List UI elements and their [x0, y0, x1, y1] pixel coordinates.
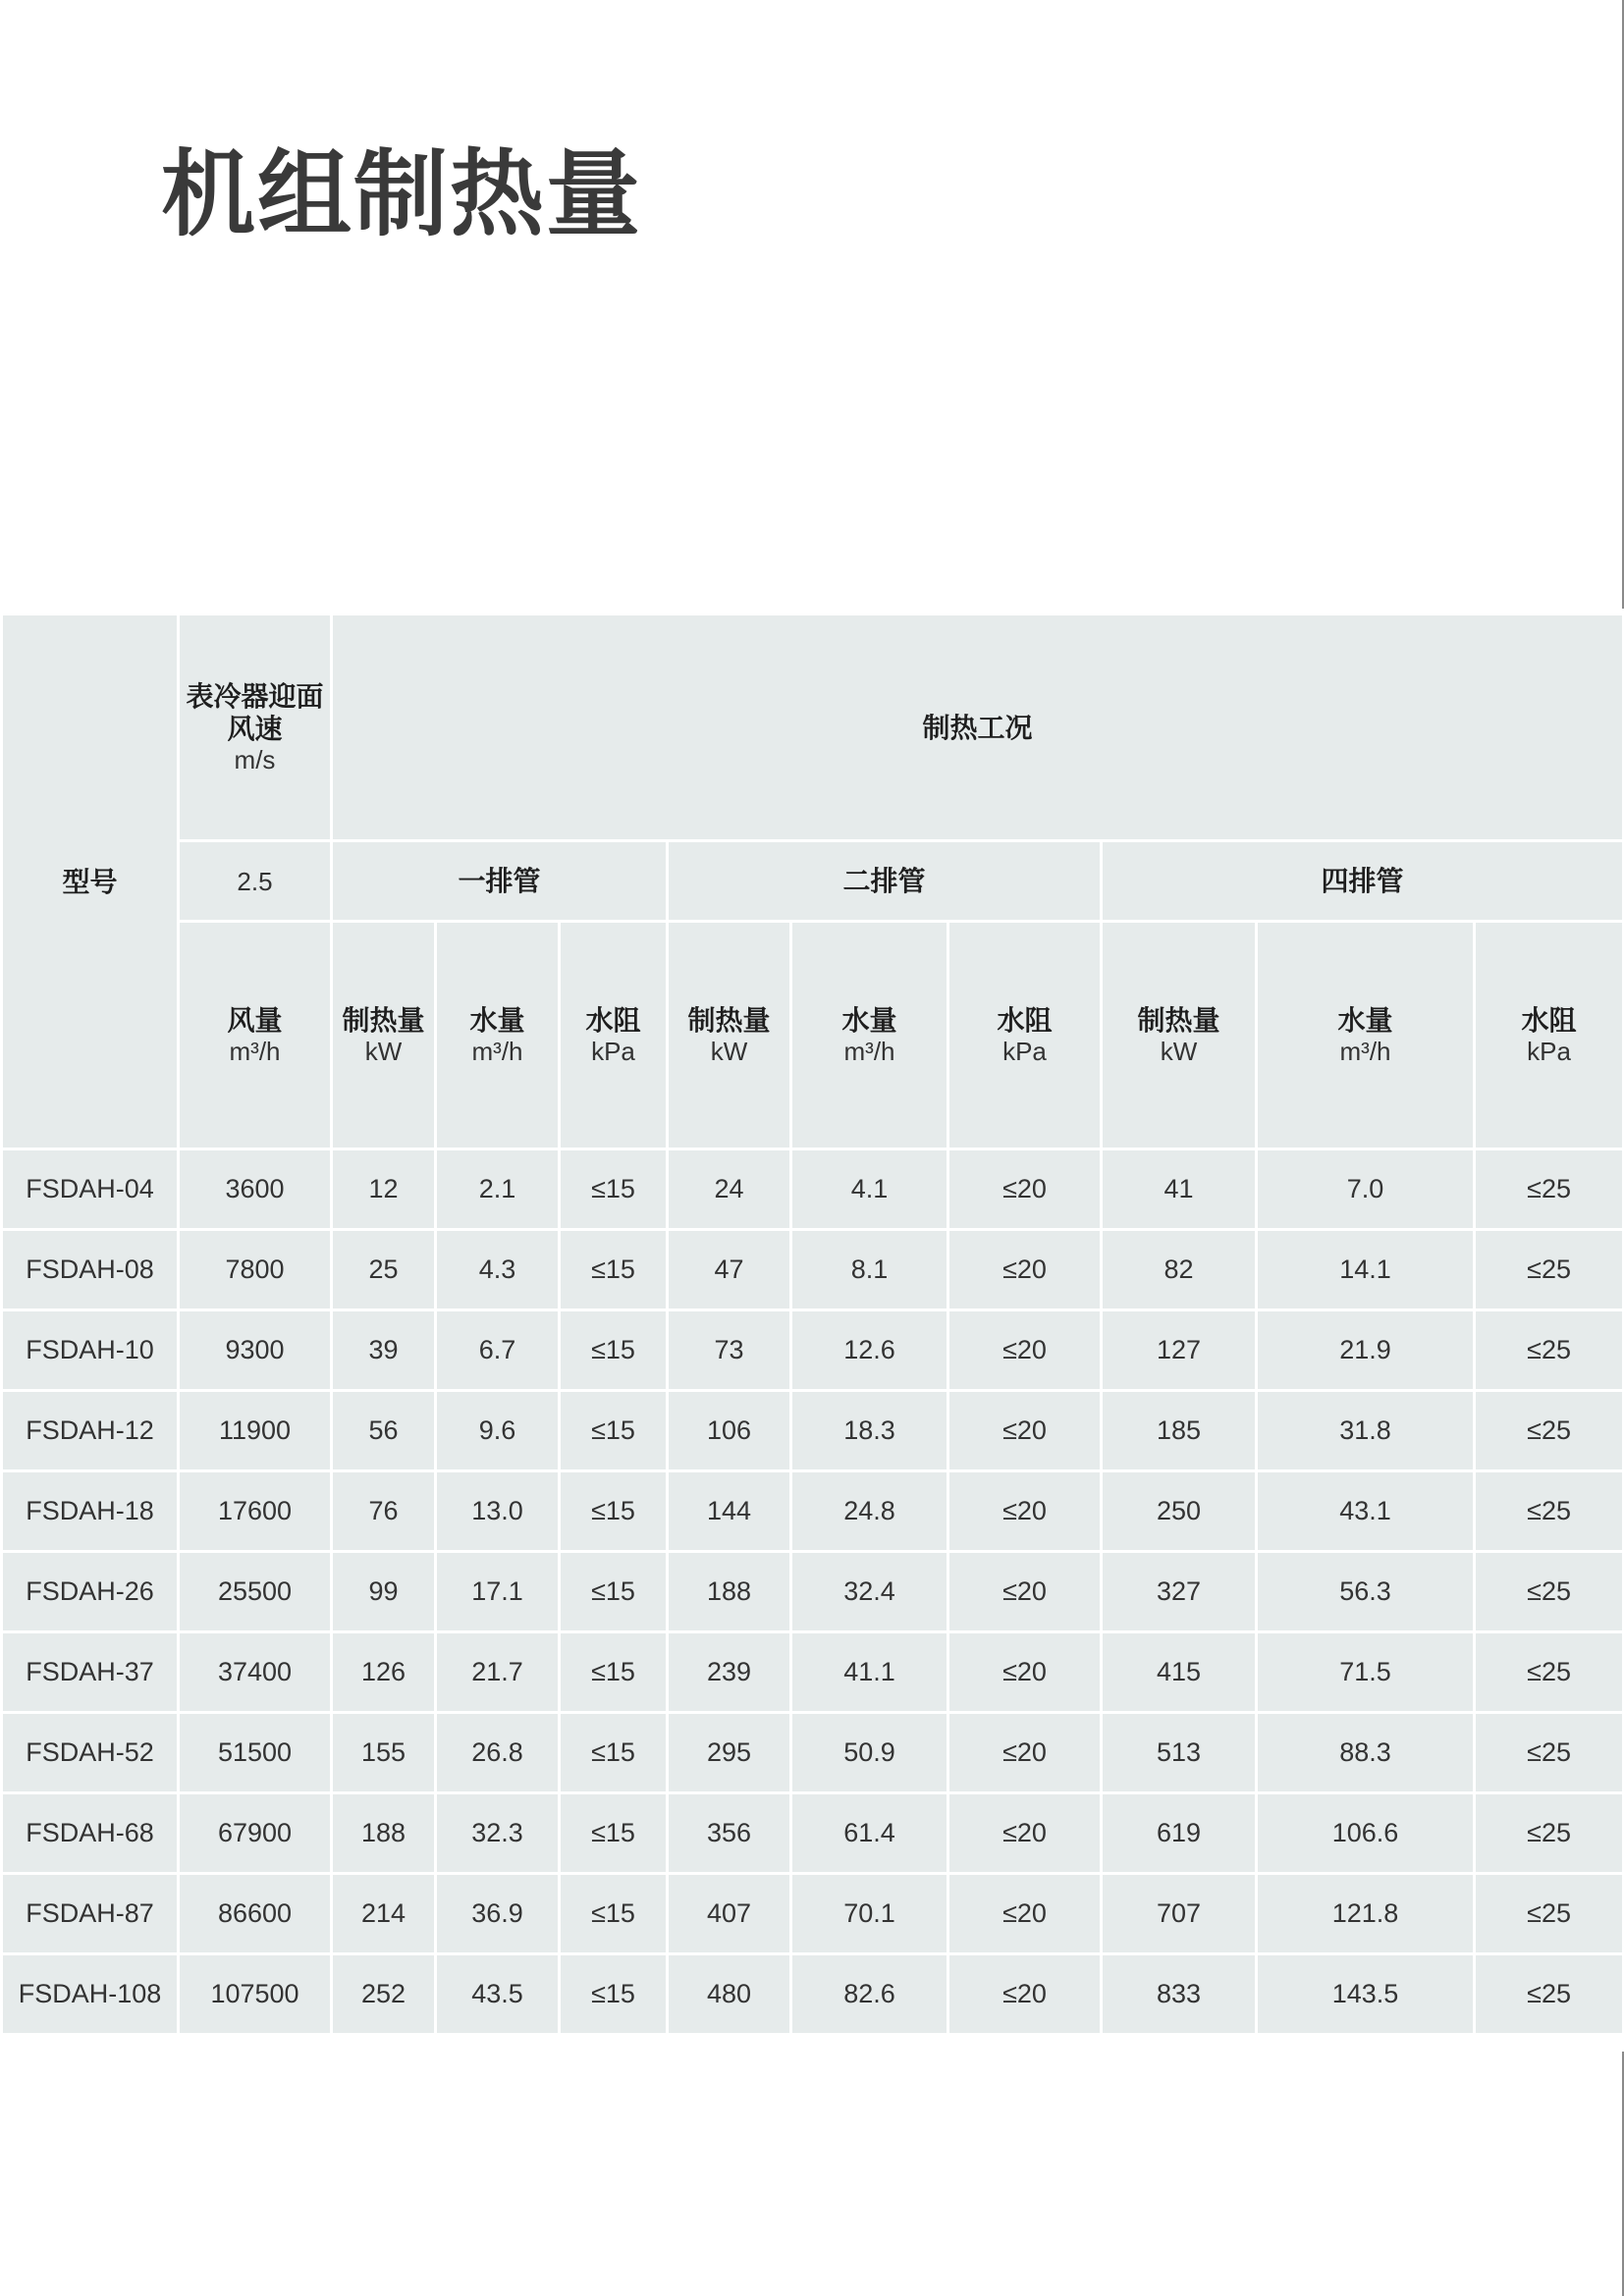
value-cell: ≤25 [1475, 1713, 1624, 1793]
model-cell: FSDAH-10 [2, 1310, 179, 1391]
value-cell: 188 [332, 1793, 436, 1874]
value-cell: 833 [1102, 1954, 1257, 2035]
value-cell: ≤25 [1475, 1632, 1624, 1713]
sub-column-unit: m³/h [1339, 1037, 1391, 1066]
value-cell: 41 [1102, 1149, 1257, 1230]
value-cell: 6.7 [436, 1310, 560, 1391]
value-cell: 252 [332, 1954, 436, 2035]
value-cell: ≤25 [1475, 1391, 1624, 1471]
value-cell: 513 [1102, 1713, 1257, 1793]
group-header-cell [332, 841, 668, 922]
face-velocity-label-line2: 风速 [227, 713, 283, 745]
group-header-cell [1102, 841, 1624, 922]
sub-column-label: 制热量 [342, 1004, 425, 1037]
value-cell: ≤15 [560, 1632, 668, 1713]
value-cell: 13.0 [436, 1471, 560, 1552]
value-cell: ≤20 [948, 1793, 1102, 1874]
table-row [2, 1391, 1624, 1471]
face-velocity-header-cell [179, 614, 332, 841]
value-cell: 26.8 [436, 1713, 560, 1793]
value-cell: 143.5 [1257, 1954, 1475, 2035]
table-row [2, 1954, 1624, 2035]
value-cell: 39 [332, 1310, 436, 1391]
value-cell: 415 [1102, 1632, 1257, 1713]
group-header-cell [668, 841, 1102, 922]
value-cell: 107500 [179, 1954, 332, 2035]
value-cell: 11900 [179, 1391, 332, 1471]
value-cell: 17.1 [436, 1552, 560, 1632]
value-cell: 18.3 [791, 1391, 948, 1471]
sub-column-label: 水阻 [585, 1004, 641, 1037]
value-cell: ≤15 [560, 1713, 668, 1793]
table-row [2, 1632, 1624, 1713]
value-cell: 24 [668, 1149, 791, 1230]
value-cell: ≤20 [948, 1713, 1102, 1793]
value-cell: 24.8 [791, 1471, 948, 1552]
model-cell: FSDAH-37 [2, 1632, 179, 1713]
value-cell: ≤20 [948, 1391, 1102, 1471]
value-cell: 9.6 [436, 1391, 560, 1471]
sub-column-header-cell [1257, 922, 1475, 1149]
value-cell: 126 [332, 1632, 436, 1713]
value-cell: 188 [668, 1552, 791, 1632]
value-cell: ≤25 [1475, 1230, 1624, 1310]
model-cell: FSDAH-04 [2, 1149, 179, 1230]
value-cell: ≤15 [560, 1793, 668, 1874]
value-cell: ≤20 [948, 1230, 1102, 1310]
value-cell: 82.6 [791, 1954, 948, 2035]
value-cell: ≤20 [948, 1954, 1102, 2035]
sub-column-label: 水量 [841, 1004, 897, 1037]
sub-column-header-cell [1475, 922, 1624, 1149]
value-cell: ≤20 [948, 1149, 1102, 1230]
table-row [2, 1310, 1624, 1391]
value-cell: 32.3 [436, 1793, 560, 1874]
model-header-cell [2, 614, 179, 1149]
value-cell: 56 [332, 1391, 436, 1471]
value-cell: 61.4 [791, 1793, 948, 1874]
value-cell: 25500 [179, 1552, 332, 1632]
value-cell: 14.1 [1257, 1230, 1475, 1310]
value-cell: ≤20 [948, 1874, 1102, 1954]
table-row [2, 1149, 1624, 1230]
value-cell: 36.9 [436, 1874, 560, 1954]
value-cell: 47 [668, 1230, 791, 1310]
face-velocity-unit: m/s [234, 745, 276, 774]
model-cell: FSDAH-18 [2, 1471, 179, 1552]
group-header-1: 一排管 [458, 865, 541, 897]
value-cell: 56.3 [1257, 1552, 1475, 1632]
value-cell: 51500 [179, 1713, 332, 1793]
sub-column-label: 制热量 [1137, 1004, 1220, 1037]
model-cell: FSDAH-87 [2, 1874, 179, 1954]
value-cell: 2.1 [436, 1149, 560, 1230]
sub-column-label: 水阻 [1521, 1004, 1577, 1037]
value-cell: 43.5 [436, 1954, 560, 2035]
sub-column-header-cell [332, 922, 436, 1149]
value-cell: 25 [332, 1230, 436, 1310]
airflow-header-cell [179, 922, 332, 1149]
value-cell: ≤15 [560, 1471, 668, 1552]
value-cell: 37400 [179, 1632, 332, 1713]
page-title: 机组制热量 [161, 139, 642, 249]
sub-column-header-cell [436, 922, 560, 1149]
model-cell: FSDAH-26 [2, 1552, 179, 1632]
sub-column-unit: kPa [591, 1037, 635, 1066]
value-cell: ≤25 [1475, 1552, 1624, 1632]
value-cell: 31.8 [1257, 1391, 1475, 1471]
value-cell: ≤15 [560, 1391, 668, 1471]
table-row [2, 1552, 1624, 1632]
value-cell: ≤25 [1475, 1310, 1624, 1391]
value-cell: 67900 [179, 1793, 332, 1874]
value-cell: ≤25 [1475, 1793, 1624, 1874]
sub-column-unit: m³/h [471, 1037, 523, 1066]
value-cell: 71.5 [1257, 1632, 1475, 1713]
value-cell: 106.6 [1257, 1793, 1475, 1874]
value-cell: 3600 [179, 1149, 332, 1230]
model-cell: FSDAH-52 [2, 1713, 179, 1793]
sub-column-unit: m³/h [843, 1037, 895, 1066]
sub-column-label: 水阻 [997, 1004, 1053, 1037]
value-cell: 407 [668, 1874, 791, 1954]
value-cell: 9300 [179, 1310, 332, 1391]
value-cell: 41.1 [791, 1632, 948, 1713]
value-cell: 214 [332, 1874, 436, 1954]
value-cell: 43.1 [1257, 1471, 1475, 1552]
value-cell: 32.4 [791, 1552, 948, 1632]
sub-column-unit: kW [710, 1037, 748, 1066]
heating-capacity-table [0, 613, 1624, 2036]
value-cell: 76 [332, 1471, 436, 1552]
sub-column-label: 水量 [1337, 1004, 1393, 1037]
value-cell: 707 [1102, 1874, 1257, 1954]
value-cell: 185 [1102, 1391, 1257, 1471]
condition-header: 制热工况 [922, 711, 1033, 744]
table-row [2, 1874, 1624, 1954]
value-cell: ≤20 [948, 1471, 1102, 1552]
sub-column-header-cell [668, 922, 791, 1149]
value-cell: ≤15 [560, 1552, 668, 1632]
table-row [2, 1230, 1624, 1310]
value-cell: ≤25 [1475, 1874, 1624, 1954]
value-cell: 144 [668, 1471, 791, 1552]
value-cell: 86600 [179, 1874, 332, 1954]
value-cell: ≤15 [560, 1149, 668, 1230]
value-cell: 12.6 [791, 1310, 948, 1391]
model-cell: FSDAH-68 [2, 1793, 179, 1874]
value-cell: ≤20 [948, 1632, 1102, 1713]
sub-column-header-cell [1102, 922, 1257, 1149]
value-cell: ≤15 [560, 1874, 668, 1954]
value-cell: ≤20 [948, 1552, 1102, 1632]
sub-column-header-cell [791, 922, 948, 1149]
value-cell: 239 [668, 1632, 791, 1713]
value-cell: 50.9 [791, 1713, 948, 1793]
value-cell: ≤15 [560, 1954, 668, 2035]
value-cell: 295 [668, 1713, 791, 1793]
sub-column-label: 制热量 [687, 1004, 771, 1037]
value-cell: 82 [1102, 1230, 1257, 1310]
value-cell: 21.9 [1257, 1310, 1475, 1391]
face-velocity-value: 2.5 [237, 866, 273, 896]
sub-column-unit: kPa [1002, 1037, 1047, 1066]
value-cell: 7800 [179, 1230, 332, 1310]
airflow-label: 风量 [227, 1004, 283, 1037]
value-cell: 7.0 [1257, 1149, 1475, 1230]
value-cell: ≤25 [1475, 1149, 1624, 1230]
value-cell: 4.3 [436, 1230, 560, 1310]
value-cell: 106 [668, 1391, 791, 1471]
value-cell: 8.1 [791, 1230, 948, 1310]
value-cell: 17600 [179, 1471, 332, 1552]
sub-column-unit: kW [1160, 1037, 1198, 1066]
value-cell: ≤15 [560, 1230, 668, 1310]
value-cell: 12 [332, 1149, 436, 1230]
model-cell: FSDAH-12 [2, 1391, 179, 1471]
sub-column-unit: kW [364, 1037, 403, 1066]
model-cell: FSDAH-08 [2, 1230, 179, 1310]
value-cell: ≤15 [560, 1310, 668, 1391]
value-cell: 4.1 [791, 1149, 948, 1230]
group-header-2: 二排管 [842, 865, 926, 897]
sub-column-header-cell [948, 922, 1102, 1149]
group-header-4: 四排管 [1321, 865, 1404, 897]
value-cell: 21.7 [436, 1632, 560, 1713]
value-cell: 70.1 [791, 1874, 948, 1954]
face-velocity-label-line1: 表冷器迎面 [186, 680, 324, 713]
table-row [2, 1793, 1624, 1874]
value-cell: 88.3 [1257, 1713, 1475, 1793]
value-cell: ≤25 [1475, 1471, 1624, 1552]
table-row [2, 1713, 1624, 1793]
sub-column-unit: kPa [1527, 1037, 1571, 1066]
value-cell: 250 [1102, 1471, 1257, 1552]
face-velocity-value-cell [179, 841, 332, 922]
table-row [2, 1471, 1624, 1552]
value-cell: 99 [332, 1552, 436, 1632]
value-cell: 155 [332, 1713, 436, 1793]
value-cell: 480 [668, 1954, 791, 2035]
sub-column-header-cell [560, 922, 668, 1149]
value-cell: 121.8 [1257, 1874, 1475, 1954]
model-header: 型号 [62, 865, 118, 898]
value-cell: 73 [668, 1310, 791, 1391]
value-cell: 356 [668, 1793, 791, 1874]
condition-header-cell [332, 614, 1624, 841]
model-cell: FSDAH-108 [2, 1954, 179, 2035]
value-cell: 127 [1102, 1310, 1257, 1391]
value-cell: ≤25 [1475, 1954, 1624, 2035]
value-cell: 619 [1102, 1793, 1257, 1874]
value-cell: ≤20 [948, 1310, 1102, 1391]
value-cell: 327 [1102, 1552, 1257, 1632]
sub-column-label: 水量 [469, 1004, 525, 1037]
airflow-unit: m³/h [229, 1037, 281, 1066]
